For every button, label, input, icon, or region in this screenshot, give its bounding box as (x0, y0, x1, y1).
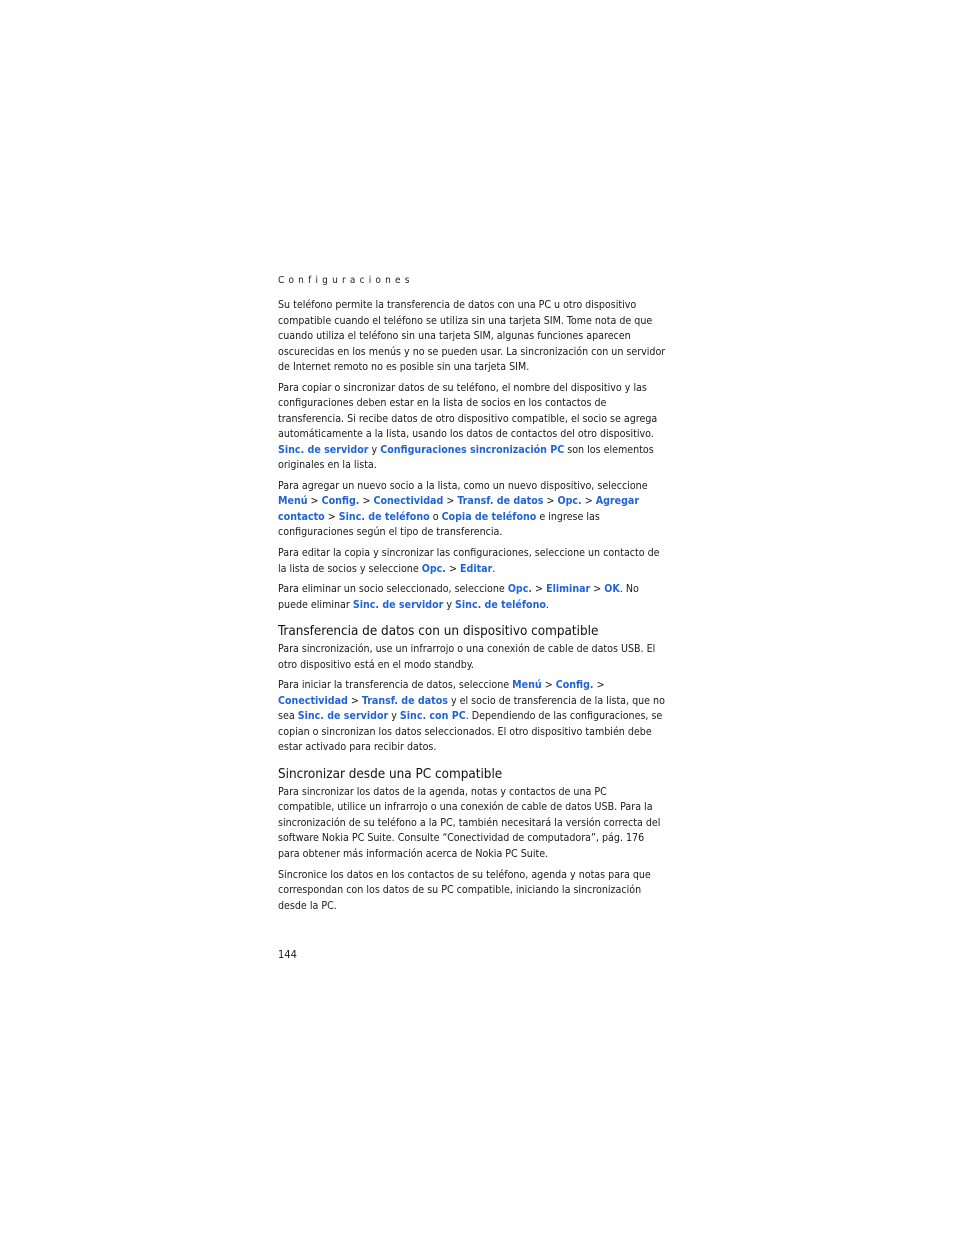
running-header: Configuraciones (278, 275, 414, 286)
text: son los elementos originales en la lista. (278, 443, 654, 472)
separator: > (347, 694, 362, 707)
paragraph-sync-pc: Para sincronizar los datos de la agenda, notas y contactos de una PC compatible, utilice un infrarrojo o una conexión de cable de datos USB. Para la sincronización de su teléfono a la PC, también necesitará la versión correcta del software Nokia PC Suite. Consulte “Conectividad de computadora”, pág. 176 para obtener más información acerca de Nokia PC Suite. (278, 785, 661, 860)
text: . (492, 562, 496, 575)
text: y (443, 598, 456, 611)
separator: > (307, 495, 322, 508)
menu-link-config-sinc-pc: Configuraciones sincronización PC (380, 443, 565, 456)
menu-link-menu: Menú (278, 495, 308, 508)
separator: > (324, 510, 339, 523)
text: Para eliminar un socio seleccionado, seleccione (278, 583, 508, 596)
text: Para copiar o sincronizar datos de su teléfono, el nombre del dispositivo y las configuraciones deben estar en la lista de socios en los contactos de transferencia. Si recibe datos de otro dispositivo compatible, el socio se agrega automáticamente a la lista, usando los datos de contactos del otro dispositivo. (278, 381, 658, 441)
page-body (278, 298, 666, 919)
text: Para agregar un nuevo socio a la lista, como un nuevo dispositivo, seleccione (278, 479, 648, 492)
menu-link-transf-datos: Transf. de datos (361, 694, 448, 707)
menu-link-sinc-servidor: Sinc. de servidor (352, 598, 444, 611)
text: y el socio de transferencia de la lista, que no sea (278, 694, 665, 723)
separator: > (581, 495, 596, 508)
paragraph-edit (278, 546, 666, 577)
separator: > (543, 495, 558, 508)
text: . No puede eliminar (278, 583, 639, 611)
text: e ingrese las configuraciones según el tipo de transferencia. (278, 510, 600, 539)
menu-link-sinc-telefono: Sinc. de teléfono (455, 598, 546, 611)
separator: > (359, 495, 374, 508)
section-heading-transfer: Transferencia de datos con un dispositivo compatible (278, 624, 599, 640)
menu-link-ok: OK (604, 583, 620, 596)
menu-link-config: Config. (321, 495, 360, 508)
menu-link-opc: Opc. (421, 562, 446, 575)
paragraph-intro: Su teléfono permite la transferencia de datos con una PC u otro dispositivo compatible cuando el teléfono se utiliza sin una tarjeta SIM. Tome nota de que cuando utiliza el teléfono sin una tarjeta SIM, algunas funciones aparecen oscurecidas en los menús y no se pueden usar. La sincronización con un servidor de Internet remoto no es posible sin una tarjeta SIM. (278, 299, 666, 373)
menu-link-transf-datos: Transf. de datos (457, 495, 544, 508)
paragraph-transfer-intro: Para sincronización, use un infrarrojo o una conexión de cable de datos USB. El otro dispositivo está en el modo standby. (278, 643, 656, 671)
menu-link-menu: Menú (512, 679, 542, 692)
menu-link-opc: Opc. (507, 583, 533, 596)
menu-link-sinc-servidor: Sinc. de servidor (278, 443, 369, 456)
paragraph-sync-from-pc: Sincronice los datos en los contactos de su teléfono, agenda y notas para que correspondan con los datos de su PC compatible, iniciando la sincronización desde la PC. (278, 868, 651, 912)
menu-link-sinc-servidor: Sinc. de servidor (297, 710, 389, 723)
menu-link-eliminar: Eliminar (546, 583, 591, 596)
separator: > (445, 562, 460, 575)
menu-link-conectividad: Conectividad (373, 495, 444, 508)
menu-link-opc: Opc. (557, 495, 582, 508)
paragraph-copy-sync (278, 381, 666, 474)
text: Para editar la copia y sincronizar las configuraciones, seleccione un contacto de la lista de socios y seleccione (278, 547, 660, 575)
paragraph-add-partner (278, 479, 666, 541)
menu-link-copia-telefono: Copia de teléfono (441, 510, 537, 523)
text: . Dependiendo de las configuraciones, se copian o sincronizan los datos seleccionados. El otro dispositivo también debe estar activado para recibir datos. (278, 710, 663, 754)
menu-link-sinc-telefono: Sinc. de teléfono (338, 510, 430, 523)
separator: o (429, 510, 442, 523)
separator: > (590, 583, 605, 596)
separator: > (443, 495, 458, 508)
paragraph-start-transfer (278, 678, 666, 756)
text: Para iniciar la transferencia de datos, seleccione (278, 679, 513, 692)
section-heading-sync-pc: Sincronizar desde una PC compatible (278, 766, 503, 782)
menu-link-editar: Editar (459, 562, 493, 575)
text: y (368, 443, 381, 456)
menu-link-agregar-contacto: Agregar contacto (278, 495, 640, 523)
separator: > (532, 583, 547, 596)
menu-link-config: Config. (555, 679, 594, 692)
page-number: 144 (278, 948, 297, 961)
menu-link-sinc-pc: Sinc. con PC (399, 710, 466, 723)
text: . (545, 598, 549, 611)
separator: > (593, 679, 605, 692)
menu-link-conectividad: Conectividad (278, 694, 348, 707)
text: y (388, 710, 400, 723)
separator: > (541, 679, 556, 692)
paragraph-delete (278, 582, 666, 613)
